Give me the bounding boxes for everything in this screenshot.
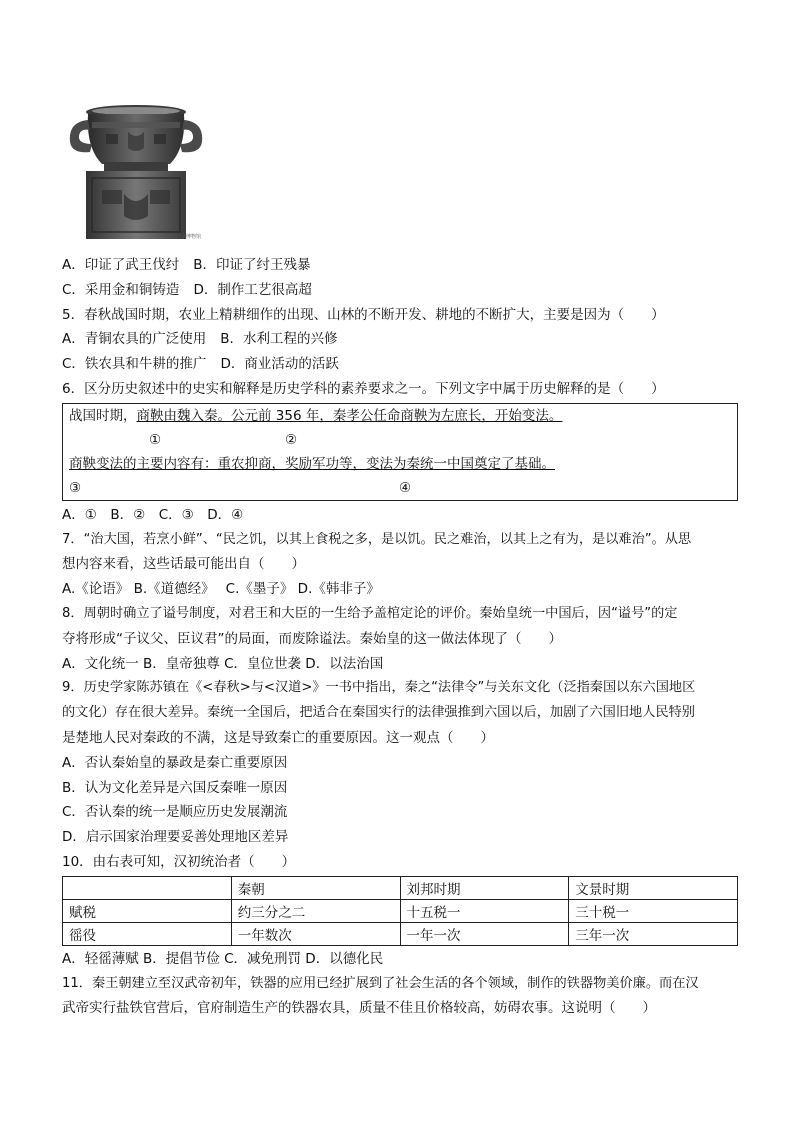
exam-page	[62, 98, 738, 1021]
table-header-cell: 文景时期	[569, 876, 738, 899]
q4-options-row1	[62, 253, 738, 278]
q11-stem-line2: 武帝实行盐铁官营后，官府制造生产的铁器农具，质量不佳且价格较高，妨碍农事。这说明（ ）	[62, 1000, 656, 1017]
q6-text-box	[62, 403, 738, 501]
table-row	[63, 899, 738, 922]
q4-option-b[interactable]: B．印证了纣王残暴	[193, 257, 311, 273]
q9-option-d[interactable]: D．启示国家治理要妥善处理地区差异	[62, 829, 289, 846]
q6-stem: 6．区分历史叙述中的史实和解释是历史学科的素养要求之一。下列文字中属于历史解释的是（ ）	[62, 380, 665, 397]
q10-stem: 10．由右表可知，汉初统治者（ ）	[62, 853, 296, 870]
q8-options[interactable]: A．文化统一 B．皇帝独尊 C．皇位世袭 D．以法治国	[62, 655, 384, 672]
q8-stem-line2: 夺将形成“子议父、臣议君”的局面，而废除谥法。秦始皇的这一做法体现了（ ）	[62, 630, 562, 647]
q6-box-line2	[69, 452, 731, 476]
table-cell: 约三分之二	[231, 899, 400, 922]
q8-stem-line1: 8．周朝时确立了谥号制度，对君王和大臣的一生给予盖棺定论的评价。秦始皇统一中国后，因“谥号”的定	[62, 605, 678, 621]
q4-option-c[interactable]: C．采用金和铜铸造	[62, 281, 180, 298]
q7-stem-line1: 7．“治大国，若烹小鲜”、“民之饥，以其上食税之多，是以饥。民之难治，以其上之有为，是以难治”。从思	[62, 531, 692, 547]
q6-marker-row1	[69, 428, 731, 452]
watermark-text: 中国国家博物馆	[166, 234, 202, 240]
table-cell: 一年数次	[231, 922, 400, 945]
bronze-vessel-image	[62, 98, 212, 246]
q7-stem-line2: 想内容来看，这些话最可能出自（ ）	[62, 556, 305, 573]
q6-marker-2: ②	[285, 431, 298, 448]
table-header-cell	[63, 876, 232, 899]
table-cell: 赋税	[63, 899, 232, 922]
q9-option-a[interactable]: A．否认秦始皇的暴政是秦亡重要原因	[62, 754, 288, 771]
q5-option-a[interactable]: A．青铜农具的广泛使用	[62, 331, 207, 348]
q6-box-line1	[69, 404, 731, 428]
q5-stem: 5．春秋战国时期，农业上精耕细作的出现、山林的不断开发、耕地的不断扩大，主要是因为（ ）	[62, 306, 665, 323]
q10-options[interactable]: A．轻徭薄赋 B．提倡节俭 C．减免刑罚 D．以德化民	[62, 950, 384, 967]
table-header-cell: 秦朝	[231, 876, 400, 899]
table-cell: 徭役	[63, 922, 232, 945]
q4-option-d[interactable]: D．制作工艺很高超	[193, 281, 312, 298]
q5-option-d[interactable]: D．商业活动的活跃	[220, 356, 339, 373]
q6-marker-3: ③	[69, 479, 82, 496]
q9-stem-line1: 9．历史学家陈苏镇在《<春秋>与<汉道>》一书中指出，秦之“法律令”与关东文化（泛指秦国以东六国地区	[62, 680, 696, 696]
q6-box-line1-c: 公元前 356 年，秦孝公任命商鞅为左庶长，开始变法。	[231, 407, 563, 424]
q6-box-line2-a: 商鞅变法的主要内容有：重农抑商，奖励军功等，	[69, 455, 366, 472]
q9-stem-line2: 的文化）存在很大差异。秦统一全国后，把适合在秦国实行的法律强推到六国以后，加剧了六国旧地人民特别	[62, 705, 695, 721]
table-header-row	[63, 876, 738, 899]
table-row	[63, 922, 738, 945]
q6-box-line1-a: 战国时期，	[69, 407, 137, 424]
table-header-cell: 刘邦时期	[400, 876, 569, 899]
table-cell: 三十税一	[569, 899, 738, 922]
table-cell: 一年一次	[400, 922, 569, 945]
q5-option-c[interactable]: C．铁农具和牛耕的推广	[62, 356, 207, 373]
q4-options-row2	[62, 278, 738, 303]
q9-option-b[interactable]: B．认为文化差异是六国反秦唯一原因	[62, 779, 288, 796]
table-cell: 十五税一	[400, 899, 569, 922]
q6-marker-4: ④	[399, 479, 412, 496]
q5-options-row2	[62, 352, 738, 377]
q10-table	[62, 876, 738, 946]
q9-option-c[interactable]: C．否认秦的统一是顺应历史发展潮流	[62, 804, 288, 821]
q6-marker-1: ①	[149, 431, 162, 448]
q9-stem-line3: 是楚地人民对秦政的不满，这是导致秦亡的重要原因。这一观点（ ）	[62, 729, 494, 746]
q6-box-line2-b: 变法为秦统一中国奠定了基础。	[366, 455, 555, 472]
q5-option-b[interactable]: B．水利工程的兴修	[220, 331, 338, 348]
q6-marker-row2	[69, 476, 731, 500]
q4-option-a[interactable]: A．印证了武王伐纣	[62, 257, 180, 273]
q5-options-row1	[62, 327, 738, 352]
q11-stem-line1: 11．秦王朝建立至汉武帝初年，铁器的应用已经扩展到了社会生活的各个领域，制作的铁器物美价廉。而在汉	[62, 975, 699, 991]
q6-options[interactable]: A．① B．② C．③ D．④	[62, 506, 244, 523]
bronze-vessel-picture	[62, 98, 212, 246]
q7-options[interactable]: A.《论语》 B.《道德经》 C.《墨子》 D.《韩非子》	[62, 581, 380, 598]
table-cell: 三年一次	[569, 922, 738, 945]
q6-box-line1-b: 商鞅由魏入秦。	[136, 407, 231, 424]
